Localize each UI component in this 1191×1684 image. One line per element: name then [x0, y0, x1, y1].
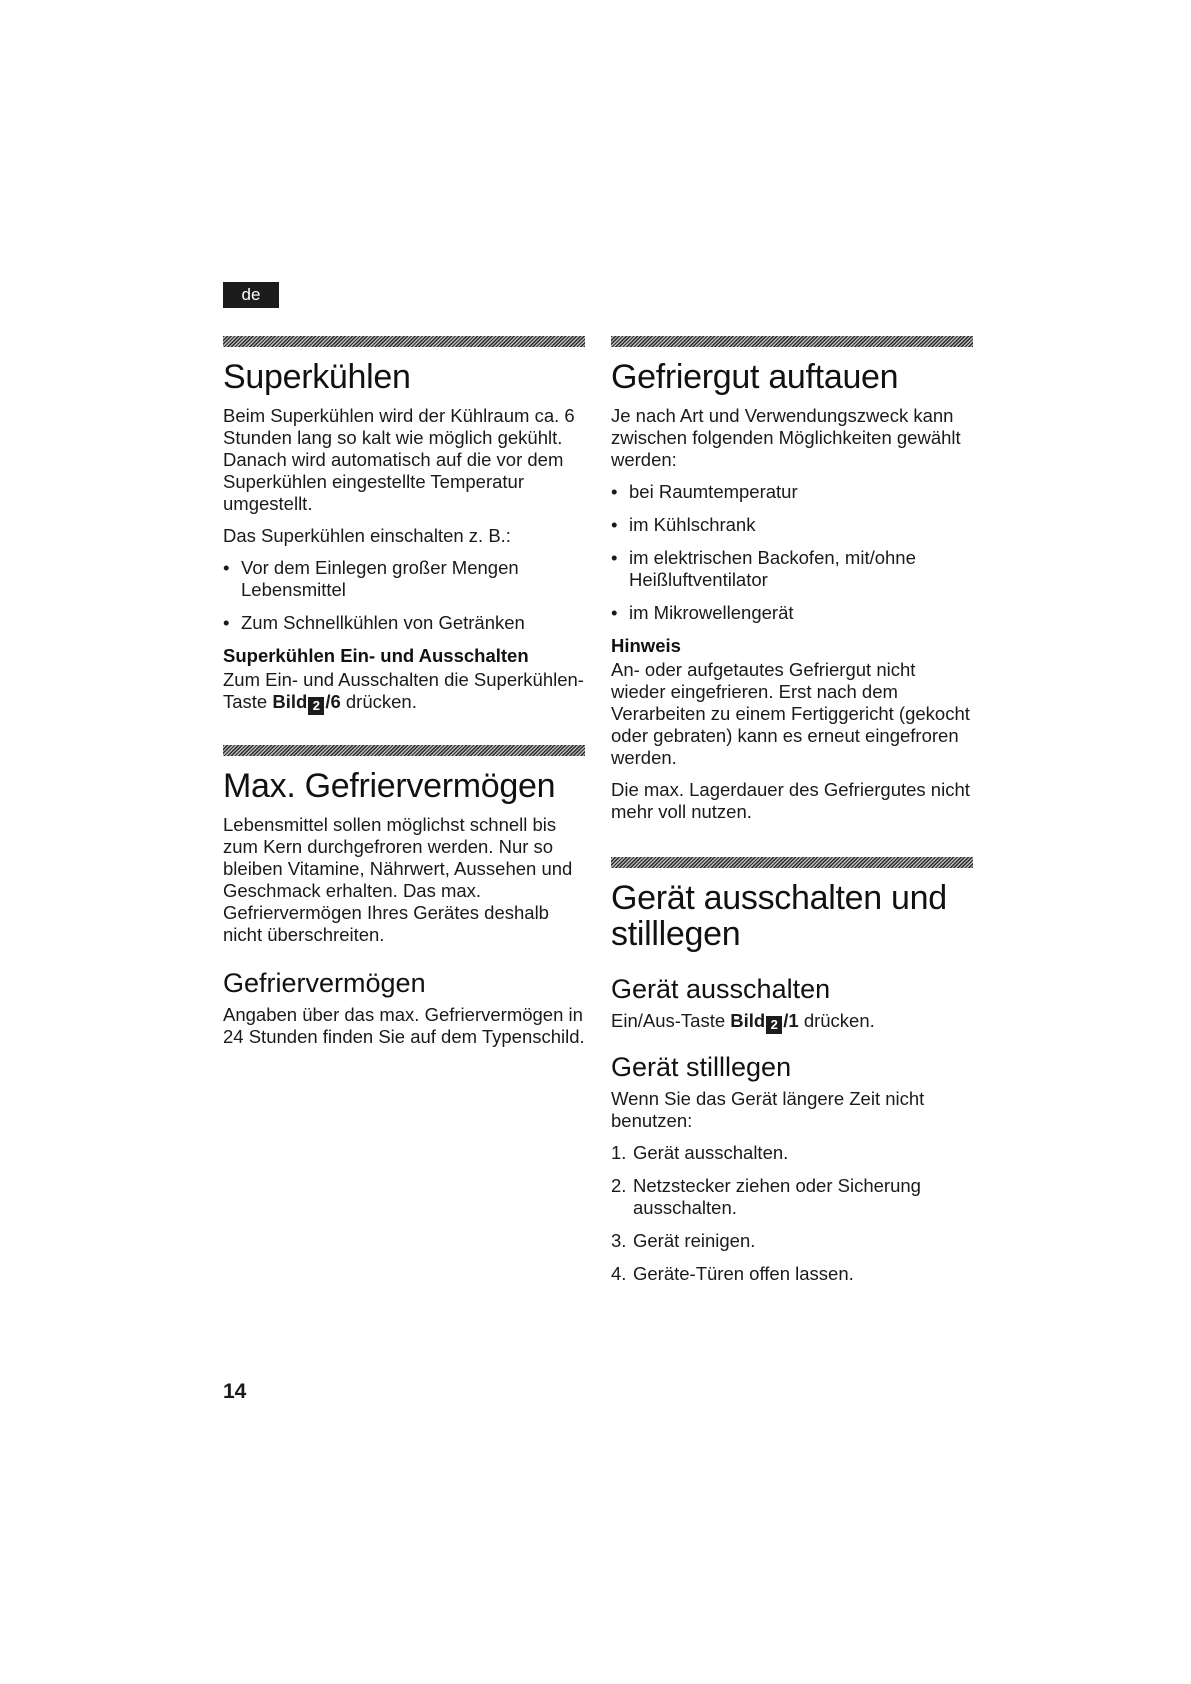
- figure-number-box: 2: [766, 1016, 782, 1034]
- list-item: • bei Raumtemperatur: [611, 481, 798, 502]
- section-divider-bar: [611, 336, 973, 347]
- bullet-icon: •: [611, 547, 618, 568]
- ausschalten-text: Ein/Aus-Taste Bild 2 /1 drücken.: [611, 1010, 875, 1032]
- section-divider-bar: [223, 336, 585, 347]
- superkuehlen-bullet-list: [223, 557, 585, 634]
- figure-number-box: 2: [308, 697, 324, 715]
- note-title: Hinweis: [611, 635, 681, 656]
- section-divider-bar: [223, 745, 585, 756]
- superkuehlen-example-lead: Das Superkühlen einschalten z. B.:: [223, 525, 511, 546]
- section-title-gefriergut-auftauen: Gefriergut auftauen: [611, 358, 899, 396]
- list-item: 1. Gerät ausschalten.: [611, 1142, 789, 1163]
- section-title-ausschalten-stilllegen: Gerät ausschalten und stilllegen: [611, 879, 947, 953]
- language-tab: de: [223, 282, 279, 308]
- subsection-title-stilllegen: Gerät stilllegen: [611, 1052, 792, 1082]
- section-divider-bar: [611, 857, 973, 868]
- subsection-title-ausschalten: Gerät ausschalten: [611, 974, 831, 1004]
- list-item: • im Mikrowellengerät: [611, 602, 794, 623]
- bullet-icon: •: [223, 557, 230, 578]
- left-column: [223, 336, 585, 1058]
- bullet-icon: •: [611, 481, 618, 502]
- list-item: 2. Netzstecker ziehen oder Sicherung ausschalten.: [611, 1175, 921, 1218]
- figure-reference: Bild 2 /1: [730, 1010, 799, 1032]
- stilllegen-intro: Wenn Sie das Gerät längere Zeit nicht benutzen:: [611, 1088, 925, 1131]
- superkuehlen-toggle-text: Zum Ein- und Ausschalten die Superkühlen-Taste Bild 2 /6 drücken.: [223, 669, 584, 713]
- stilllegen-steps: [611, 1142, 973, 1285]
- list-item: • Zum Schnellkühlen von Getränken: [223, 612, 525, 633]
- section-title-max-gefriervermoegen: Max. Gefriervermögen: [223, 767, 556, 805]
- bullet-icon: •: [223, 612, 230, 633]
- subsection-title-ein-ausschalten: Superkühlen Ein- und Ausschalten: [223, 645, 529, 666]
- list-item: 3. Gerät reinigen.: [611, 1230, 756, 1251]
- list-item: • im elektrischen Backofen, mit/ohne Heißluftventilator: [611, 547, 916, 590]
- bullet-icon: •: [611, 514, 618, 535]
- right-column: [611, 336, 973, 1296]
- section-title-gefriervermoegen: Gefriervermögen: [223, 968, 426, 998]
- note-text-2: Die max. Lagerdauer des Gefriergutes nicht mehr voll nutzen.: [611, 779, 970, 822]
- max-gefriervermoegen-text: Lebensmittel sollen möglichst schnell bis zum Kern durchgefroren werden. Nur so bleiben Vitamine, Nährwert, Aussehen und Geschmack erhalten. Das max. Gefriervermögen Ihres Gerätes deshalb nicht überschreiten.: [223, 814, 573, 945]
- list-item: • im Kühlschrank: [611, 514, 756, 535]
- auftauen-bullet-list: [611, 481, 973, 624]
- note-text: An- oder aufgetautes Gefriergut nicht wieder eingefrieren. Erst nach dem Verarbeiten zu einem Fertiggericht (gekocht oder gebraten) kann es erneut eingefroren werden.: [611, 659, 970, 768]
- gefriervermoegen-text: Angaben über das max. Gefriervermögen in 24 Stunden finden Sie auf dem Typenschild.: [223, 1004, 585, 1047]
- auftauen-intro: Je nach Art und Verwendungszweck kann zwischen folgenden Möglichkeiten gewählt werden:: [611, 405, 961, 470]
- figure-reference: Bild 2 /6: [272, 691, 341, 713]
- bullet-icon: •: [611, 602, 618, 623]
- superkuehlen-intro: Beim Superkühlen wird der Kühlraum ca. 6 Stunden lang so kalt wie möglich gekühlt. Danach wird automatisch auf die vor dem Superkühlen eingestellte Temperatur umgestellt.: [223, 405, 575, 514]
- list-item: • Vor dem Einlegen großer Mengen Lebensmittel: [223, 557, 519, 600]
- list-item: 4. Geräte-Türen offen lassen.: [611, 1263, 854, 1284]
- section-title-superkuehlen: Superkühlen: [223, 358, 411, 396]
- page-number: 14: [223, 1380, 247, 1403]
